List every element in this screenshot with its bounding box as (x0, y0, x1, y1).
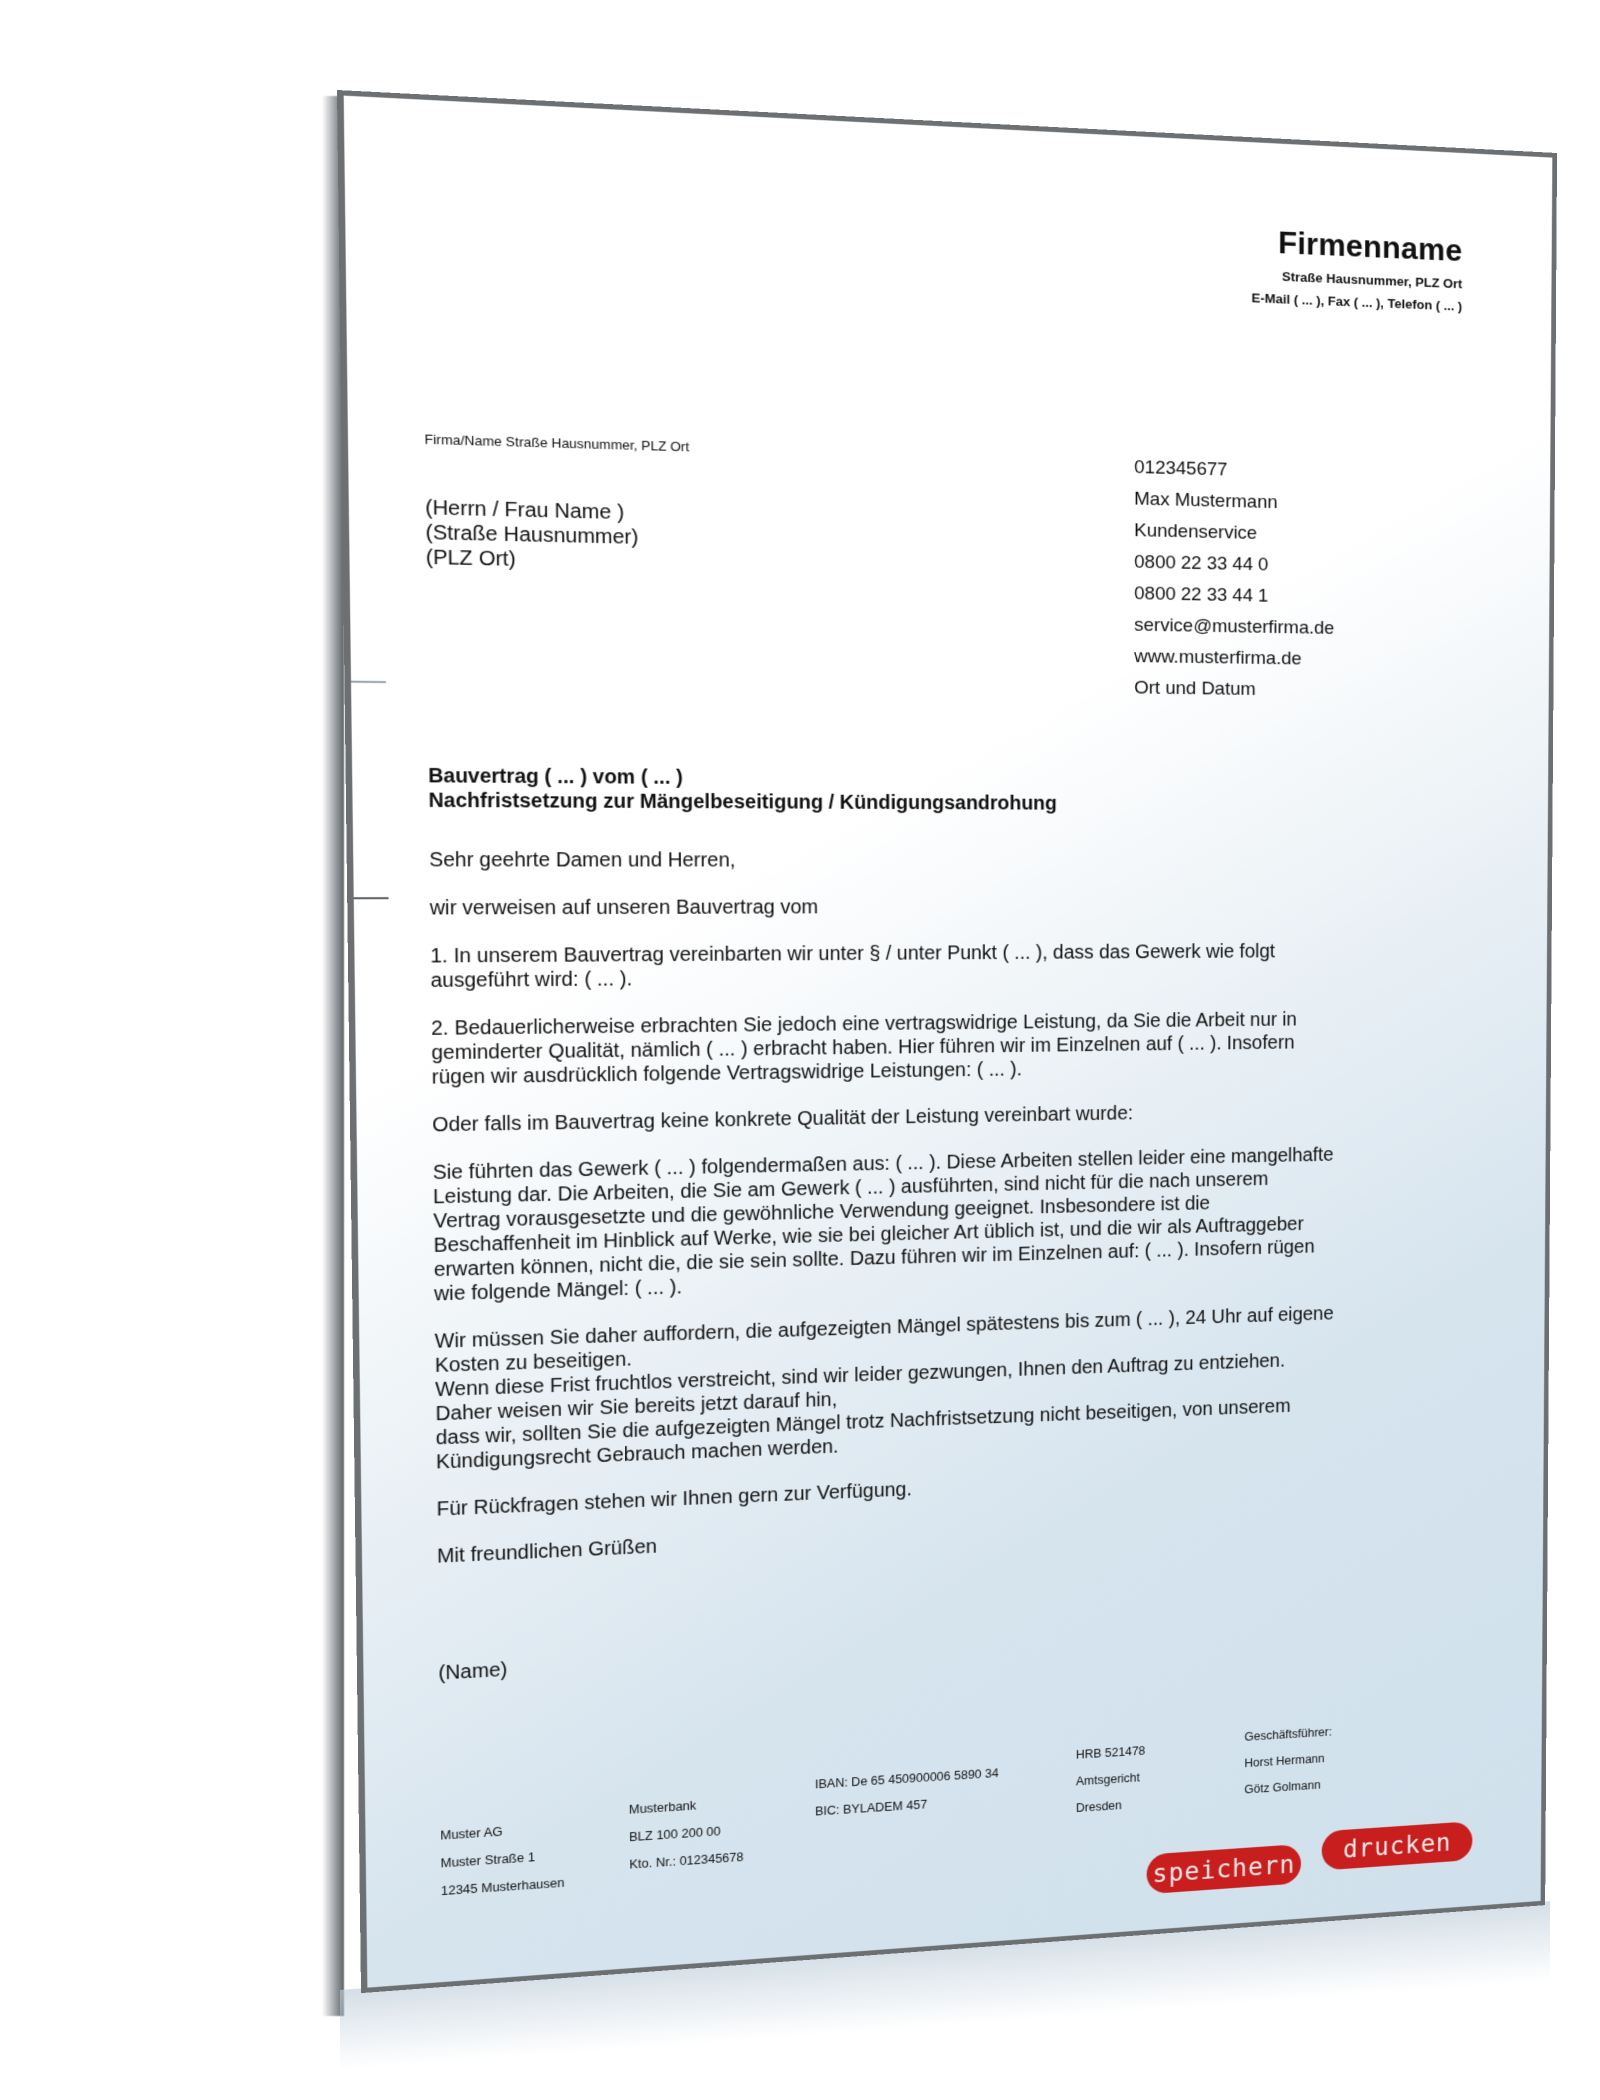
footer-management-label: Geschäftsführer: (1244, 1725, 1332, 1744)
paragraph-reference: wir verweisen auf unseren Bauvertrag vom (429, 896, 819, 920)
info-block (1134, 452, 1335, 706)
letter-body (428, 764, 1380, 1709)
footer-management (1244, 1719, 1332, 1803)
info-website: www.musterfirma.de (1134, 646, 1302, 670)
footer-iban: IBAN: De 65 450900006 5890 34 (814, 1766, 999, 1792)
footer-iban-bic (815, 1760, 999, 1825)
paragraph-point-2: 2. Bedauerlicherweise erbrachten Sie jedoch eine vertragswidrige Leistung, da Sie die Arbeit nur in geminderter Qualität, nämlich ( ... ) erbracht haben. Hier führen wir im Einzelnen auf ( ... ). Insofern rügen wir ausdrücklich folgende Vertragswidrige Leistungen: ( ... ). (431, 1009, 1297, 1089)
subject-line-1: Bauvertrag ( ... ) vom ( ... ) (428, 764, 683, 789)
footer-manager-2: Götz Golmann (1244, 1778, 1321, 1797)
info-phone: 0800 22 33 44 0 (1134, 551, 1269, 576)
signature-name: (Name) (438, 1658, 508, 1685)
paragraph-alternative-intro: Oder falls im Bauvertrag keine konkrete Qualität der Leistung vereinbart wurde: (432, 1102, 1134, 1137)
footer-bic: BIC: BYLADEM 457 (815, 1797, 928, 1819)
recipient-name: (Herrn / Frau Name ) (425, 496, 625, 525)
footer-company (440, 1814, 565, 1905)
print-button[interactable]: drucken (1322, 1821, 1473, 1870)
footer-company-name: Muster AG (440, 1824, 503, 1843)
recipient-address (425, 496, 639, 575)
footer-register (1076, 1737, 1145, 1821)
company-contact: E-Mail ( ... ), Fax ( ... ), Telefon ( ... ) (1251, 290, 1463, 314)
footer-bank-name: Musterbank (628, 1798, 697, 1817)
paragraph-deadline: Wir müssen Sie daher auffordern, die aufgezeigten Mängel spätestens bis zum ( ... ), 24 Uhr auf eigene Kosten zu beseitigen. Wenn diese Frist fruchtlos verstreicht, sind wir leider gezwungen, Ihnen den Auftrag zu entziehen. Daher weisen wir Sie bereits jetzt darauf hin, dass wir, sollten Sie die aufgezeigten Mängel trotz Nachfristsetzung nicht beseitigen, von unserem Kündigungsrecht Gebrauch machen werden. (434, 1303, 1334, 1474)
save-button[interactable]: speichern (1147, 1844, 1301, 1894)
info-place-date: Ort und Datum (1134, 677, 1256, 700)
sender-return-line: Firma/Name Straße Hausnummer, PLZ Ort (424, 431, 690, 455)
recipient-city: (PLZ Ort) (425, 546, 516, 571)
footer-account-number: Kto. Nr.: 012345678 (629, 1850, 744, 1872)
subject-line-2: Nachfristsetzung zur Mängelbeseitigung / Kündigungsandrohung (428, 789, 1057, 815)
footer-bank (629, 1789, 744, 1878)
letter-page (337, 90, 1557, 1993)
company-address: Straße Hausnummer, PLZ Ort (1281, 269, 1463, 292)
recipient-street: (Straße Hausnummer) (425, 521, 639, 549)
footer-bank-code: BLZ 100 200 00 (629, 1824, 721, 1845)
footer-hrb: HRB 521478 (1075, 1744, 1146, 1762)
paragraph-questions: Für Rückfragen stehen wir Ihnen gern zur Verfügung. (436, 1478, 912, 1521)
footer-court: Amtsgericht (1075, 1770, 1140, 1789)
info-department: Kundenservice (1134, 520, 1258, 544)
salutation: Sehr geehrte Damen und Herren, (429, 848, 736, 872)
paragraph-point-1: 1. In unserem Bauvertrag vereinbarten wir unter § / unter Punkt ( ... ), dass das Gewerk wie folgt ausgeführt wird: ( ... ). (430, 940, 1276, 993)
fold-mark-top (347, 681, 386, 684)
company-name: Firmenname (1278, 224, 1463, 268)
punch-mark (349, 897, 388, 899)
info-email: service@musterfirma.de (1134, 614, 1335, 639)
info-reference-number: 012345677 (1134, 457, 1228, 481)
info-contact-person: Max Mustermann (1134, 488, 1278, 514)
info-fax: 0800 22 33 44 1 (1134, 583, 1269, 607)
footer-company-city: 12345 Musterhausen (440, 1875, 565, 1899)
closing: Mit freundlichen Grüßen (436, 1535, 658, 1568)
paragraph-defects: Sie führten das Gewerk ( ... ) folgendermaßen aus: ( ... ). Diese Arbeiten stellen leider eine mangelhafte Leistung dar. Die Arbeiten, die Sie am Gewerk ( ... ) ausführten, sind nicht für die nach unserem Vertrag vorausgesetzte und die gewöhnliche Verwendung geeignet. Insbesondere ist die Beschaffenheit im Hinblick auf Werke, wie sie bei gleicher Art üblich ist, und die wir als Auftraggeber erwarten können, nicht die, die sie sein sollte. Dazu führen wir im Einzelnen auf: ( ... ). Insofern rügen wie folgende Mängel: ( ... ). (432, 1144, 1334, 1306)
footer-court-city: Dresden (1075, 1798, 1122, 1815)
footer-manager-1: Horst Hermann (1244, 1751, 1325, 1770)
footer-company-street: Muster Straße 1 (440, 1850, 536, 1871)
